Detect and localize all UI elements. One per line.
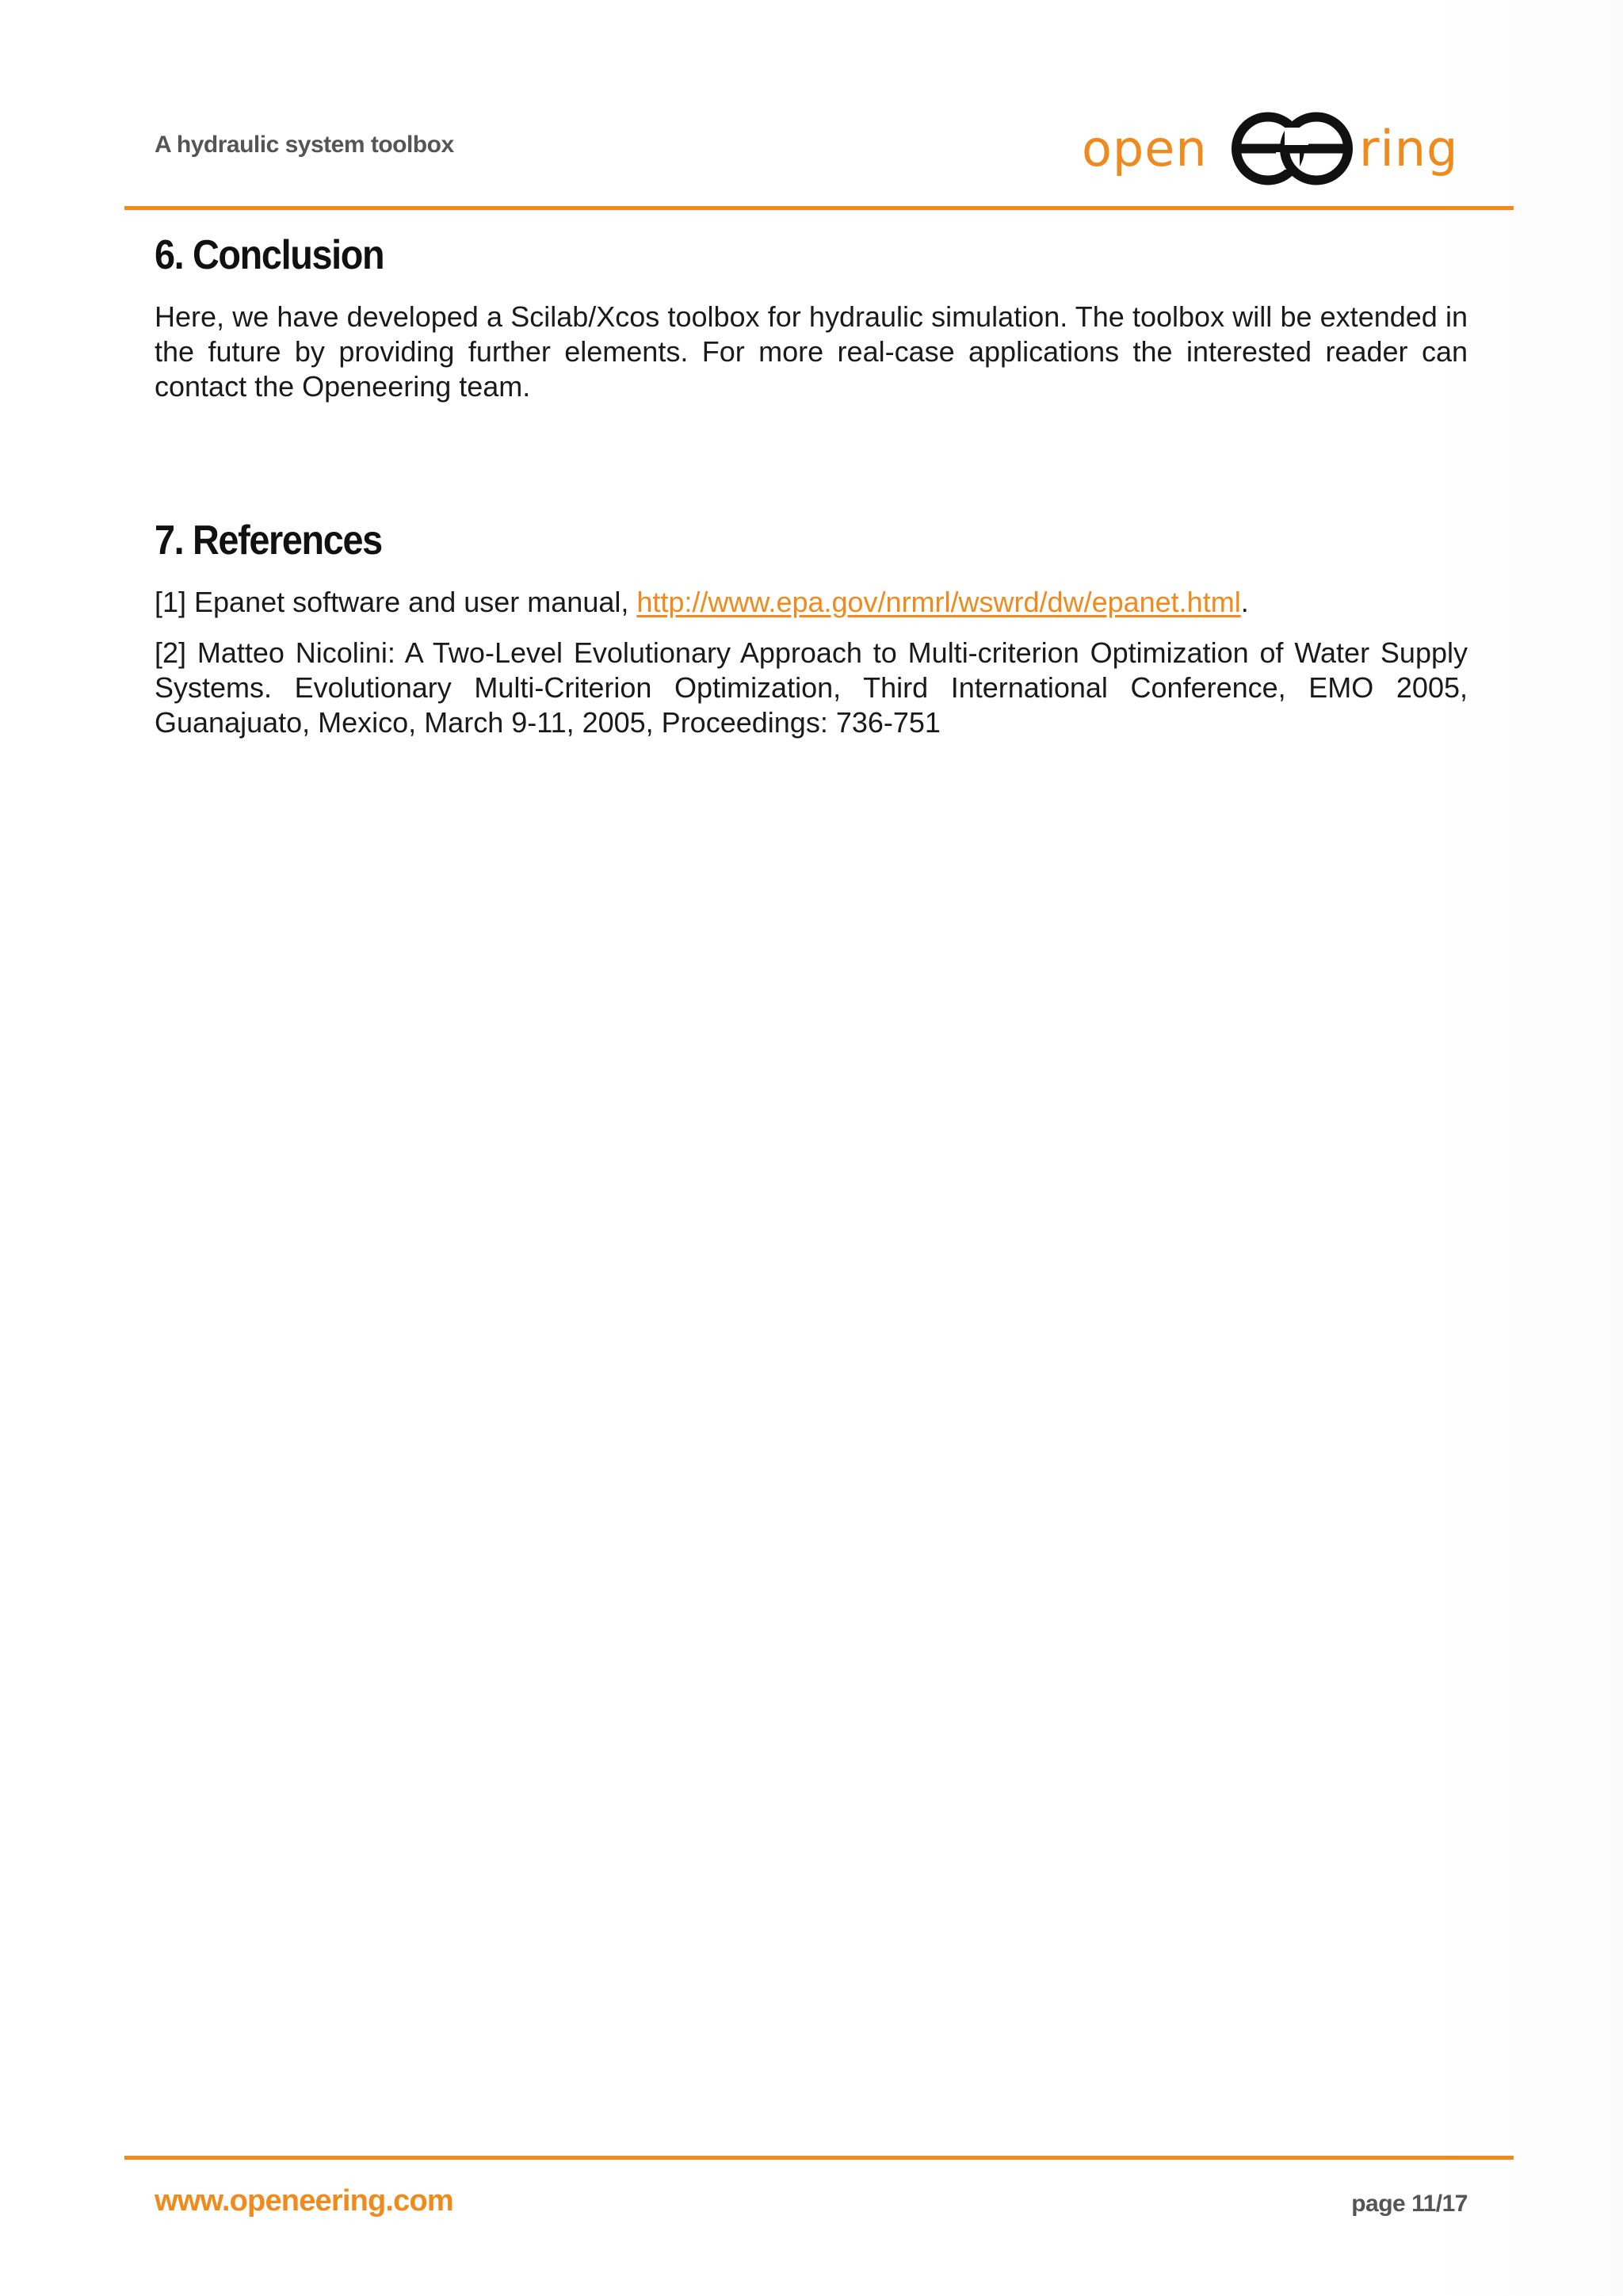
footer-divider bbox=[124, 2156, 1514, 2160]
footer-website-link[interactable]: www.openeering.com bbox=[155, 2184, 453, 2218]
reference-1-suffix: . bbox=[1240, 586, 1249, 618]
openeering-logo bbox=[1082, 111, 1470, 186]
reference-1 bbox=[155, 585, 1468, 620]
references-heading: 7. References bbox=[155, 518, 382, 563]
header-divider bbox=[124, 206, 1514, 210]
running-header-title: A hydraulic system toolbox bbox=[155, 132, 454, 158]
logo-open-text: open bbox=[1082, 120, 1208, 178]
epanet-link[interactable]: http://www.epa.gov/nrmrl/wswrd/dw/epanet.html bbox=[636, 586, 1241, 618]
double-e-logo-icon bbox=[1227, 111, 1358, 186]
logo-ring-text: ring bbox=[1359, 120, 1459, 178]
reference-2: [2] Matteo Nicolini: A Two-Level Evolutionary Approach to Multi-criterion Optimization of Water Supply Systems. Evolutionary Multi-Criterion Optimization, Third International Conference, EMO 2005, Guanajuato, Mexico, March 9-11, 2005, Proceedings: 736-751 bbox=[155, 636, 1468, 739]
reference-1-prefix: [1] Epanet software and user manual, bbox=[155, 586, 637, 618]
page-number: page 11/17 bbox=[1351, 2191, 1468, 2217]
conclusion-paragraph: Here, we have developed a Scilab/Xcos toolbox for hydraulic simulation. The toolbox will be extended in the future by providing further elements. For more real-case applications the interested reader can contact the Openeering team. bbox=[155, 300, 1468, 403]
conclusion-heading: 6. Conclusion bbox=[155, 232, 384, 278]
